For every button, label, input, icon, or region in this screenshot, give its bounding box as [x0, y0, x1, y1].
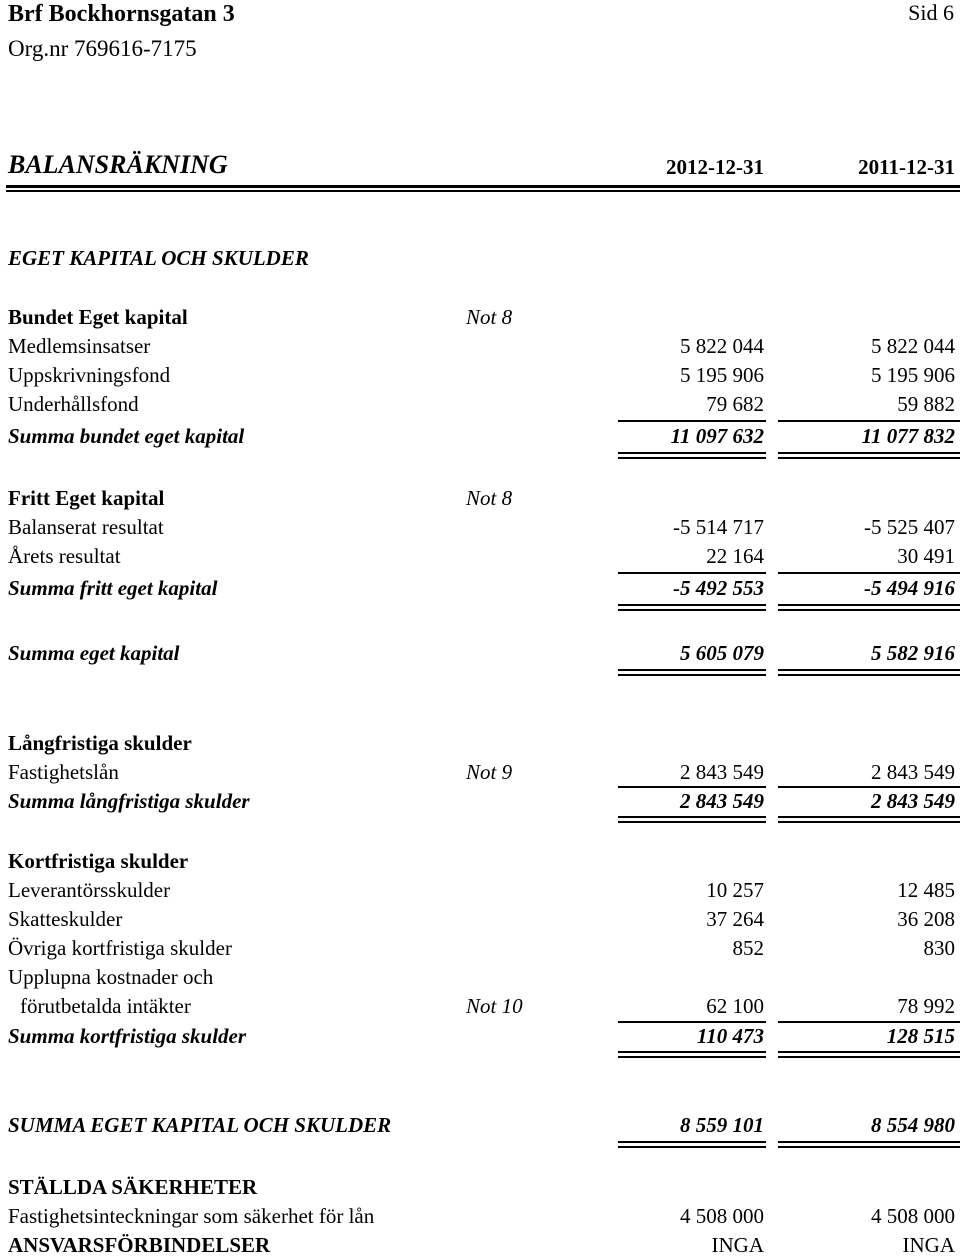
section-heading-row: [0, 248, 960, 276]
total-row: [0, 578, 960, 606]
subtotal-rule-current: [618, 786, 766, 788]
grand-total-label: SUMMA EGET KAPITAL OCH SKULDER: [8, 1113, 392, 1137]
row-value-current: -5 514 717: [673, 515, 764, 539]
row-value-current: 2 843 549: [680, 760, 764, 784]
fritt-heading: Fritt Eget kapital: [8, 486, 165, 510]
stallda-heading: STÄLLDA SÄKERHETER: [8, 1175, 258, 1199]
ansvar-label: ANSVARSFÖRBINDELSER: [8, 1233, 271, 1257]
total-row: [0, 1026, 960, 1054]
row-value-previous: 830: [923, 936, 955, 960]
fritt-note: Not 8: [466, 486, 513, 510]
table-row: [0, 365, 960, 393]
total-value-previous: 5 582 916: [871, 641, 955, 665]
total-double-rule-current: [618, 1051, 766, 1058]
subtotal-rule-previous: [778, 420, 960, 422]
total-row: [0, 426, 960, 454]
total-double-rule-previous: [778, 1141, 960, 1148]
subtotal-rule-previous: [778, 786, 960, 788]
row-value-previous: 2 843 549: [871, 760, 955, 784]
total-value-current: 2 843 549: [680, 789, 764, 813]
page-number: Sid 6: [908, 0, 954, 25]
row-note: Not 9: [466, 760, 513, 784]
total-double-rule-current: [618, 816, 766, 823]
row-value-previous: 5 195 906: [871, 363, 955, 387]
total-label: Summa långfristiga skulder: [8, 789, 250, 813]
table-row: [0, 546, 960, 574]
total-value-current: 5 605 079: [680, 641, 764, 665]
ansvar-row: [0, 1235, 960, 1255]
title-divider-top: [6, 185, 960, 188]
column-date-previous: 2011-12-31: [858, 155, 955, 179]
grand-total-row: [0, 1115, 960, 1143]
row-value-current: 4 508 000: [680, 1204, 764, 1228]
total-double-rule-previous: [778, 604, 960, 611]
ansvar-value-current: INGA: [711, 1233, 764, 1257]
row-value-previous: 59 882: [897, 392, 955, 416]
table-row: [0, 938, 960, 966]
subtotal-rule-previous: [778, 572, 960, 574]
row-label: Balanserat resultat: [8, 515, 164, 539]
table-row: [0, 517, 960, 545]
row-value-previous: 4 508 000: [871, 1204, 955, 1228]
total-double-rule-current: [618, 452, 766, 459]
subtotal-rule-current: [618, 572, 766, 574]
row-value-previous: 78 992: [897, 994, 955, 1018]
kortfristiga-heading: Kortfristiga skulder: [8, 849, 189, 873]
row-value-current: 5 195 906: [680, 363, 764, 387]
total-label: Summa fritt eget kapital: [8, 576, 218, 600]
row-value-current: 22 164: [706, 544, 764, 568]
kortfristiga-heading-row: [0, 851, 960, 879]
row-value-previous: 36 208: [897, 907, 955, 931]
row-value-current: 62 100: [706, 994, 764, 1018]
row-value-current: 10 257: [706, 878, 764, 902]
subtotal-rule-current: [618, 1021, 766, 1023]
row-value-previous: 12 485: [897, 878, 955, 902]
row-label: Uppskrivningsfond: [8, 363, 171, 387]
grand-total-previous: 8 554 980: [871, 1113, 955, 1137]
row-value-current: 79 682: [706, 392, 764, 416]
bundet-note: Not 8: [466, 305, 513, 329]
row-label: Upplupna kostnader och: [8, 965, 214, 989]
total-label: Summa eget kapital: [8, 641, 180, 665]
row-value-previous: 5 822 044: [871, 334, 955, 358]
table-row: [0, 880, 960, 908]
row-value-previous: -5 525 407: [864, 515, 955, 539]
total-value-previous: 128 515: [886, 1024, 955, 1048]
org-name: Brf Bockhornsgatan 3: [8, 1, 235, 27]
total-value-current: 110 473: [696, 1024, 764, 1048]
total-value-previous: 2 843 549: [871, 789, 955, 813]
total-double-rule-previous: [778, 452, 960, 459]
total-value-current: -5 492 553: [673, 576, 764, 600]
table-row: [0, 909, 960, 937]
table-row: [0, 394, 960, 422]
langfristiga-heading-row: [0, 733, 960, 761]
total-value-previous: 11 077 832: [861, 424, 955, 448]
langfristiga-heading: Långfristiga skulder: [8, 731, 192, 755]
column-date-current: 2012-12-31: [666, 155, 764, 179]
table-row: [0, 996, 960, 1024]
table-row: [0, 967, 960, 995]
row-label: Leverantörsskulder: [8, 878, 171, 902]
total-value-previous: -5 494 916: [864, 576, 955, 600]
row-label: Underhållsfond: [8, 392, 139, 416]
row-label: Medlemsinsatser: [8, 334, 151, 358]
subtotal-rule-current: [618, 420, 766, 422]
row-label: Skatteskulder: [8, 907, 123, 931]
section-heading: EGET KAPITAL OCH SKULDER: [8, 246, 309, 270]
org-number: Org.nr 769616-7175: [8, 36, 197, 61]
row-note: Not 10: [466, 994, 523, 1018]
bundet-heading-row: [0, 307, 960, 335]
total-double-rule-previous: [778, 1051, 960, 1058]
title-divider-bottom: [6, 190, 960, 192]
total-value-current: 11 097 632: [670, 424, 764, 448]
total-double-rule-current: [618, 669, 766, 676]
title-row: [0, 152, 960, 184]
table-row: [0, 1206, 960, 1234]
row-value-current: 852: [732, 936, 764, 960]
page-title: BALANSRÄKNING: [8, 150, 228, 179]
row-value-previous: 30 491: [897, 544, 955, 568]
total-double-rule-current: [618, 1141, 766, 1148]
row-label: Fastighetsinteckningar som säkerhet för lån: [8, 1204, 375, 1228]
total-label: Summa kortfristiga skulder: [8, 1024, 247, 1048]
total-double-rule-previous: [778, 669, 960, 676]
row-label-continued: förutbetalda intäkter: [20, 994, 191, 1018]
total-label: Summa bundet eget kapital: [8, 424, 245, 448]
fritt-heading-row: [0, 488, 960, 516]
row-value-current: 37 264: [706, 907, 764, 931]
row-label: Övriga kortfristiga skulder: [8, 936, 232, 960]
ansvar-value-previous: INGA: [902, 1233, 955, 1257]
grand-total-current: 8 559 101: [680, 1113, 764, 1137]
total-double-rule-previous: [778, 816, 960, 823]
row-label: Fastighetslån: [8, 760, 119, 784]
total-row: [0, 643, 960, 671]
total-row: [0, 791, 960, 819]
row-value-current: 5 822 044: [680, 334, 764, 358]
stallda-heading-row: [0, 1177, 960, 1205]
row-label: Årets resultat: [8, 544, 121, 568]
bundet-heading: Bundet Eget kapital: [8, 305, 188, 329]
subtotal-rule-previous: [778, 1021, 960, 1023]
table-row: [0, 336, 960, 364]
total-double-rule-current: [618, 604, 766, 611]
